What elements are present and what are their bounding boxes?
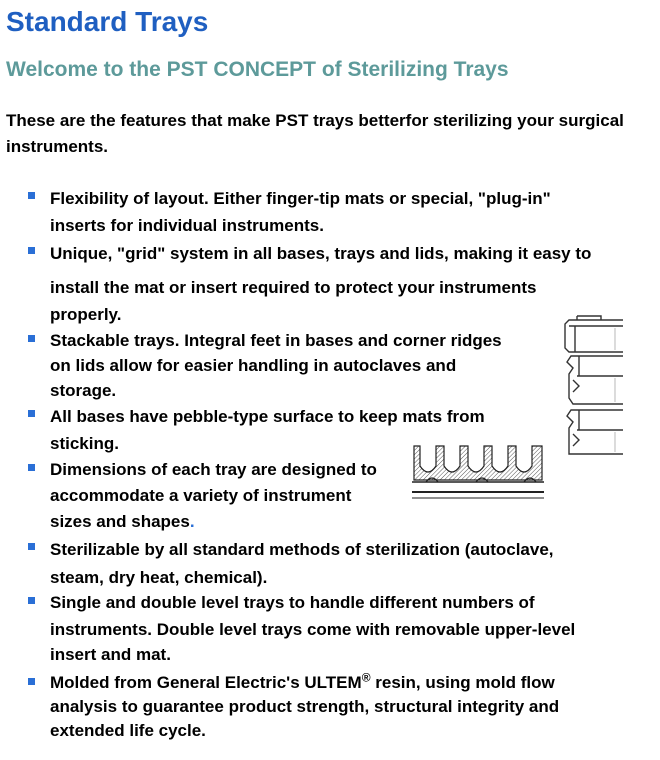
feature-text-line: Sterilizable by all standard methods of sterilization (autoclave, xyxy=(50,540,554,559)
feature-text-line: steam, dry heat, chemical). xyxy=(50,568,268,587)
stacked-trays-illustration xyxy=(555,314,625,460)
feature-text: sizes and shapes xyxy=(50,512,190,531)
bullet-square-icon xyxy=(28,192,35,199)
feature-text-line: storage. xyxy=(50,381,117,400)
feature-text-line: accommodate a variety of instrument xyxy=(50,486,352,505)
feature-text-line: inserts for individual instruments. xyxy=(50,216,324,235)
feature-item xyxy=(50,536,554,592)
feature-text-line: All bases have pebble-type surface to keep mats from xyxy=(50,407,485,426)
registered-mark: ® xyxy=(361,670,371,685)
feature-text-line: Dimensions of each tray are designed to xyxy=(50,460,377,479)
page-subtitle: Welcome to the PST CONCEPT of Sterilizing Trays xyxy=(6,58,509,81)
feature-text-line xyxy=(50,509,377,535)
feature-item xyxy=(50,240,591,328)
feature-text-line: Single and double level trays to handle different numbers of xyxy=(50,593,535,612)
finger-tip-mat-illustration xyxy=(412,444,544,508)
feature-text: Molded from General Electric's ULTEM xyxy=(50,673,362,692)
feature-text-line: on lids allow for easier handling in autoclaves and xyxy=(50,356,457,375)
feature-text-line: instruments. Double level trays come with removable upper-level xyxy=(50,620,576,639)
bullet-square-icon xyxy=(28,464,35,471)
feature-text-line: extended life cycle. xyxy=(50,721,206,740)
feature-text: resin, using mold flow xyxy=(370,673,555,692)
feature-item xyxy=(50,328,502,403)
bullet-square-icon xyxy=(28,597,35,604)
page-title: Standard Trays xyxy=(6,6,209,37)
intro-paragraph: These are the features that make PST trays betterfor sterilizing your surgical instruments. xyxy=(6,111,624,156)
feature-item xyxy=(50,671,559,743)
feature-text-line: install the mat or insert required to protect your instruments xyxy=(50,278,537,297)
feature-text-line: properly. xyxy=(50,305,122,324)
feature-text-line: analysis to guarantee product strength, structural integrity and xyxy=(50,697,560,716)
bullet-square-icon xyxy=(28,247,35,254)
feature-item xyxy=(50,590,575,667)
feature-text-line: sticking. xyxy=(50,434,119,453)
bullet-square-icon xyxy=(28,335,35,342)
bullet-square-icon xyxy=(28,543,35,550)
feature-trailing-dot: . xyxy=(189,512,195,531)
bullet-square-icon xyxy=(28,410,35,417)
bullet-square-icon xyxy=(28,678,35,685)
feature-text-line xyxy=(50,671,559,695)
feature-text-line: Stackable trays. Integral feet in bases and corner ridges xyxy=(50,331,502,350)
feature-text-line: Unique, "grid" system in all bases, trays and lids, making it easy to xyxy=(50,244,592,263)
feature-text-line: insert and mat. xyxy=(50,645,171,664)
feature-text-line: Flexibility of layout. Either finger-tip mats or special, "plug-in" xyxy=(50,189,551,208)
feature-item xyxy=(50,457,377,535)
feature-item xyxy=(50,185,551,239)
